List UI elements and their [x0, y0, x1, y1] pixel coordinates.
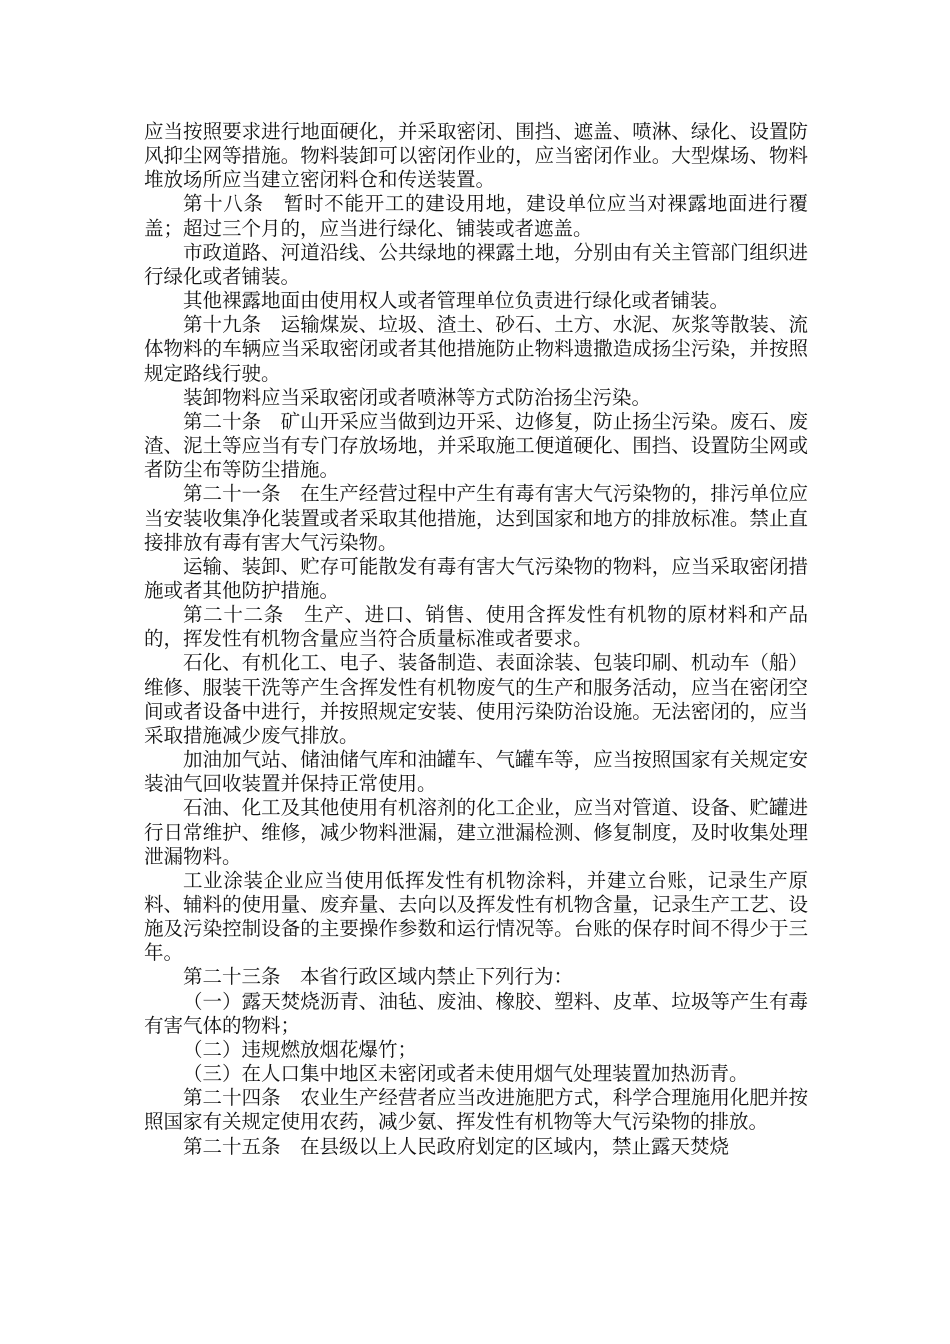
list-item: （一）露天焚烧沥青、油毡、废油、橡胶、塑料、皮革、垃圾等产生有毒有害气体的物料；: [144, 989, 808, 1037]
paragraph: 石化、有机化工、电子、装备制造、表面涂装、包装印刷、机动车（船）维修、服装干洗等产生含挥发性有机物废气的生产和服务活动，应当在密闭空间或者设备中进行，并按照规定安装、使用污染防治设施。无法密闭的，应当采取措施减少废气排放。: [144, 651, 808, 747]
paragraph: 石油、化工及其他使用有机溶剂的化工企业，应当对管道、设备、贮罐进行日常维护、维修，减少物料泄漏，建立泄漏检测、修复制度，及时收集处理泄漏物料。: [144, 796, 808, 868]
article-25-paragraph: 第二十五条 在县级以上人民政府划定的区域内，禁止露天焚烧: [183, 1134, 730, 1158]
paragraph: 运输、装卸、贮存可能散发有毒有害大气污染物的物料，应当采取密闭措施或者其他防护措施。: [144, 554, 808, 602]
paragraph: 市政道路、河道沿线、公共绿地的裸露土地，分别由有关主管部门组织进行绿化或者铺装。: [144, 240, 808, 288]
list-item: （三）在人口集中地区未密闭或者未使用烟气处理装置加热沥青。: [183, 1062, 749, 1086]
article-18-paragraph: 第十八条 暂时不能开工的建设用地，建设单位应当对裸露地面进行覆盖；超过三个月的，应当进行绿化、铺装或者遮盖。: [144, 192, 808, 240]
article-22-paragraph: 第二十二条 生产、进口、销售、使用含挥发性有机物的原材料和产品的，挥发性有机物含量应当符合质量标准或者要求。: [144, 603, 808, 651]
regulation-text: [144, 120, 808, 1159]
paragraph: 其他裸露地面由使用权人或者管理单位负责进行绿化或者铺装。: [183, 289, 730, 313]
article-24-paragraph: 第二十四条 农业生产经营者应当改进施肥方式，科学合理施用化肥并按照国家有关规定使用农药，减少氨、挥发性有机物等大气污染物的排放。: [144, 1086, 808, 1134]
paragraph: 装卸物料应当采取密闭或者喷淋等方式防治扬尘污染。: [183, 385, 652, 409]
paragraph: 加油加气站、储油储气库和油罐车、气罐车等，应当按照国家有关规定安装油气回收装置并保持正常使用。: [144, 748, 808, 796]
paragraph: 工业涂装企业应当使用低挥发性有机物涂料，并建立台账，记录生产原料、辅料的使用量、废弃量、去向以及挥发性有机物含量，记录生产工艺、设施及污染控制设备的主要操作参数和运行情况等。台账的保存时间不得少于三年。: [144, 868, 808, 965]
article-20-paragraph: 第二十条 矿山开采应当做到边开采、边修复，防止扬尘污染。废石、废渣、泥土等应当有专门存放场地，并采取施工便道硬化、围挡、设置防尘网或者防尘布等防尘措施。: [144, 409, 808, 482]
article-23-paragraph: 第二十三条 本省行政区域内禁止下列行为：: [183, 965, 574, 989]
list-item: （二）违规燃放烟花爆竹；: [183, 1037, 418, 1061]
paragraph: 应当按照要求进行地面硬化，并采取密闭、围挡、遮盖、喷淋、绿化、设置防风抑尘网等措施。物料装卸可以密闭作业的，应当密闭作业。大型煤场、物料堆放场所应当建立密闭料仓和传送装置。: [144, 120, 808, 192]
article-21-paragraph: 第二十一条 在生产经营过程中产生有毒有害大气污染物的，排污单位应当安装收集净化装置或者采取其他措施，达到国家和地方的排放标准。禁止直接排放有毒有害大气污染物。: [144, 482, 808, 554]
article-19-paragraph: 第十九条 运输煤炭、垃圾、渣土、砂石、土方、水泥、灰浆等散装、流体物料的车辆应当采取密闭或者其他措施防止物料遗撒造成扬尘污染，并按照规定路线行驶。: [144, 313, 808, 385]
